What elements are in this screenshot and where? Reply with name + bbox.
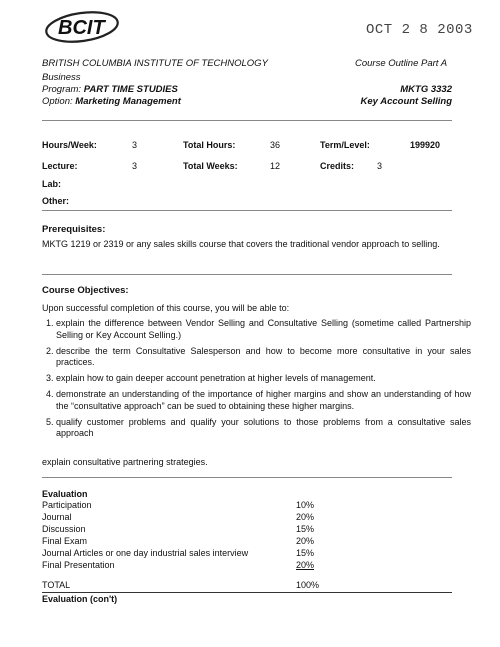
total-weeks-value: 12 <box>270 161 281 171</box>
program-value: PART TIME STUDIES <box>83 84 178 95</box>
evaluation-continued: Evaluation (con't) <box>42 594 118 604</box>
objective-item: 5. qualify customer problems and qualify your solutions to those problems from a consultative sales approach <box>56 417 471 440</box>
lecture-label: Lecture: <box>42 161 78 171</box>
evaluation-row-label: Journal Articles or one day industrial sales interview <box>42 548 249 558</box>
program-label: Program: <box>42 84 82 95</box>
divider <box>42 477 452 478</box>
objective-item: 1. explain the difference between Vendor Selling and Consultative Selling (sometime called Partnership Selling or Key Account Selling.) <box>56 318 471 341</box>
credits-value: 3 <box>377 161 383 171</box>
term-level-value: 199920 <box>410 140 441 150</box>
hours-week-label: Hours/Week: <box>42 140 97 150</box>
evaluation-total-label: TOTAL <box>42 580 71 590</box>
credits-label: Credits: <box>320 161 355 171</box>
objective-item: 4. demonstrate an understanding of the importance of higher margins and show an understanding of how the “consultative approach” can be sued to obtaining these higher margins. <box>56 389 471 412</box>
total-hours-value: 36 <box>270 140 281 150</box>
evaluation-row-value: 15% <box>296 524 315 534</box>
option-label: Option: <box>42 96 73 107</box>
other-label: Other: <box>42 196 69 206</box>
divider <box>42 210 452 211</box>
evaluation-title: Evaluation <box>42 489 88 499</box>
objectives-intro: Upon successful completion of this course, you will be able to: <box>42 303 290 313</box>
course-name: Key Account Selling <box>360 96 452 107</box>
evaluation-row-label: Participation <box>42 500 92 510</box>
institute-name: BRITISH COLUMBIA INSTITUTE OF TECHNOLOGY <box>42 58 268 69</box>
evaluation-row-value: 20% <box>296 512 315 522</box>
evaluation-total-value: 100% <box>296 580 320 590</box>
term-level-label: Term/Level: <box>320 140 370 150</box>
prerequisites-title: Prerequisites: <box>42 224 106 235</box>
evaluation-row-label: Final Exam <box>42 536 88 546</box>
evaluation-row-label: Final Presentation <box>42 560 115 570</box>
bcit-logo <box>42 8 122 46</box>
evaluation-row-value: 20% <box>296 536 315 546</box>
divider <box>42 274 452 275</box>
prerequisites-text: MKTG 1219 or 2319 or any sales skills course that covers the traditional vendor approach to selling. <box>42 239 440 249</box>
hours-week-value: 3 <box>132 140 138 150</box>
objective-item: 2. describe the term Consultative Salesperson and how to become more consultative in your sales practices. <box>56 346 471 369</box>
program-line <box>42 84 178 95</box>
divider <box>42 592 452 593</box>
total-hours-label: Total Hours: <box>183 140 236 150</box>
svg-text:BCIT: BCIT <box>58 17 105 39</box>
objective-item: 3. explain how to gain deeper account penetration at higher levels of management. <box>56 373 471 385</box>
option-line <box>42 96 181 107</box>
evaluation-row-value: 15% <box>296 548 315 558</box>
evaluation-row-value: 10% <box>296 500 315 510</box>
evaluation-row-label: Journal <box>42 512 72 522</box>
evaluation-row-value: 20% <box>296 560 315 570</box>
lecture-value: 3 <box>132 161 138 171</box>
total-weeks-label: Total Weeks: <box>183 161 238 171</box>
divider <box>42 120 452 121</box>
course-outline-label: Course Outline Part A <box>355 58 448 69</box>
objectives-trailing: explain consultative partnering strategies. <box>42 457 208 467</box>
objectives-list <box>42 318 471 444</box>
option-value: Marketing Management <box>75 96 181 107</box>
objectives-title: Course Objectives: <box>42 285 129 296</box>
lab-label: Lab: <box>42 179 61 189</box>
department: Business <box>42 72 81 83</box>
received-date-stamp: OCT 2 8 2003 <box>366 22 473 38</box>
evaluation-row-label: Discussion <box>42 524 86 534</box>
course-code: MKTG 3332 <box>400 84 452 95</box>
